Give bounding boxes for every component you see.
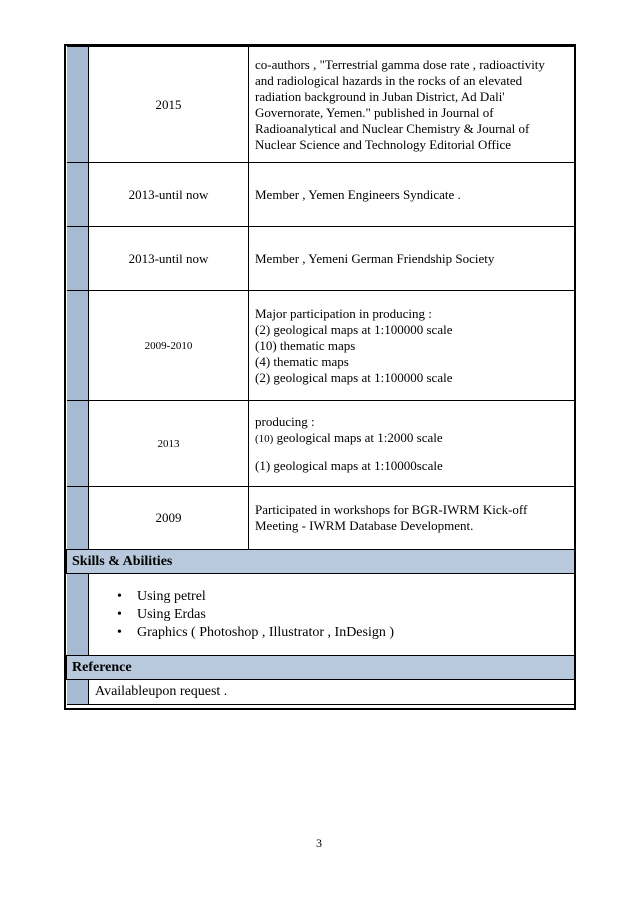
row-marker: [67, 47, 89, 163]
section-heading-skills: Skills & Abilities: [67, 550, 575, 574]
list-item: • Using petrel: [117, 588, 574, 606]
table-row: [67, 401, 575, 487]
description-line: Member , Yemeni German Friendship Society: [255, 250, 495, 266]
description-line: (4) thematic maps: [255, 353, 349, 369]
year-cell: 2013-until now: [89, 227, 249, 291]
map-scale-text: geological maps at 1:2000 scale: [276, 429, 443, 445]
year-cell: 2009-2010: [89, 291, 249, 401]
description-line: co-authors , "Terrestrial gamma dose rate , radioactivity: [255, 56, 545, 72]
description-line: radiation background in Juban District, Ad Dali': [255, 88, 505, 104]
description-line: Meeting - IWRM Database Development.: [255, 518, 474, 533]
description-cell: [249, 401, 575, 487]
row-marker: [67, 487, 89, 550]
description-line: Member , Yemen Engineers Syndicate .: [255, 186, 461, 202]
table-row: [67, 487, 575, 550]
row-marker: [67, 680, 89, 705]
description-line: [255, 430, 568, 447]
description-cell: [249, 487, 575, 550]
description-line: (2) geological maps at 1:100000 scale: [255, 321, 453, 337]
description-cell: [249, 47, 575, 163]
list-item: • Using Erdas: [117, 606, 574, 624]
row-marker: [67, 291, 89, 401]
page-number: 3: [316, 836, 322, 850]
year-cell: 2013-until now: [89, 163, 249, 227]
description-line: Radioanalytical and Nuclear Chemistry & Journal of: [255, 120, 530, 136]
skills-cell: [89, 574, 575, 656]
year-cell: 2015: [89, 47, 249, 163]
description-line: Major participation in producing :: [255, 305, 432, 321]
cv-table-frame: [64, 44, 576, 710]
reference-text: Availableupon request .: [89, 680, 575, 705]
description-line: producing :: [255, 413, 315, 429]
cv-table: [66, 46, 575, 705]
table-row: [67, 47, 575, 163]
description-line: Governorate, Yemen." published in Journal of: [255, 104, 494, 120]
reference-row: [67, 680, 575, 705]
description-line: Nuclear Science and Technology Editorial Office: [255, 136, 511, 152]
year-cell: 2013: [89, 401, 249, 487]
table-row: [67, 227, 575, 291]
map-count: (10): [255, 432, 274, 445]
description-cell: [249, 291, 575, 401]
skills-header-row: [67, 550, 575, 574]
description-line: (10) thematic maps: [255, 337, 356, 353]
description-line: (2) geological maps at 1:100000 scale: [255, 369, 453, 385]
row-marker: [67, 163, 89, 227]
table-row: [67, 291, 575, 401]
section-heading-reference: Reference: [67, 656, 575, 680]
year-cell: 2009: [89, 487, 249, 550]
description-line: and radiological hazards in the rocks of an elevated: [255, 72, 523, 88]
row-marker: [67, 401, 89, 487]
description-line: Participated in workshops for BGR-IWRM Kick-off: [255, 502, 528, 517]
row-marker: [67, 574, 89, 656]
table-row: [67, 163, 575, 227]
description-line: (1) geological maps at 1:10000scale: [255, 457, 443, 473]
row-marker: [67, 227, 89, 291]
description-cell: [249, 227, 575, 291]
description-cell: [249, 163, 575, 227]
skills-row: [67, 574, 575, 656]
reference-header-row: [67, 656, 575, 680]
list-item: • Graphics ( Photoshop , Illustrator , InDesign ): [117, 624, 574, 642]
skills-list: [89, 588, 574, 642]
